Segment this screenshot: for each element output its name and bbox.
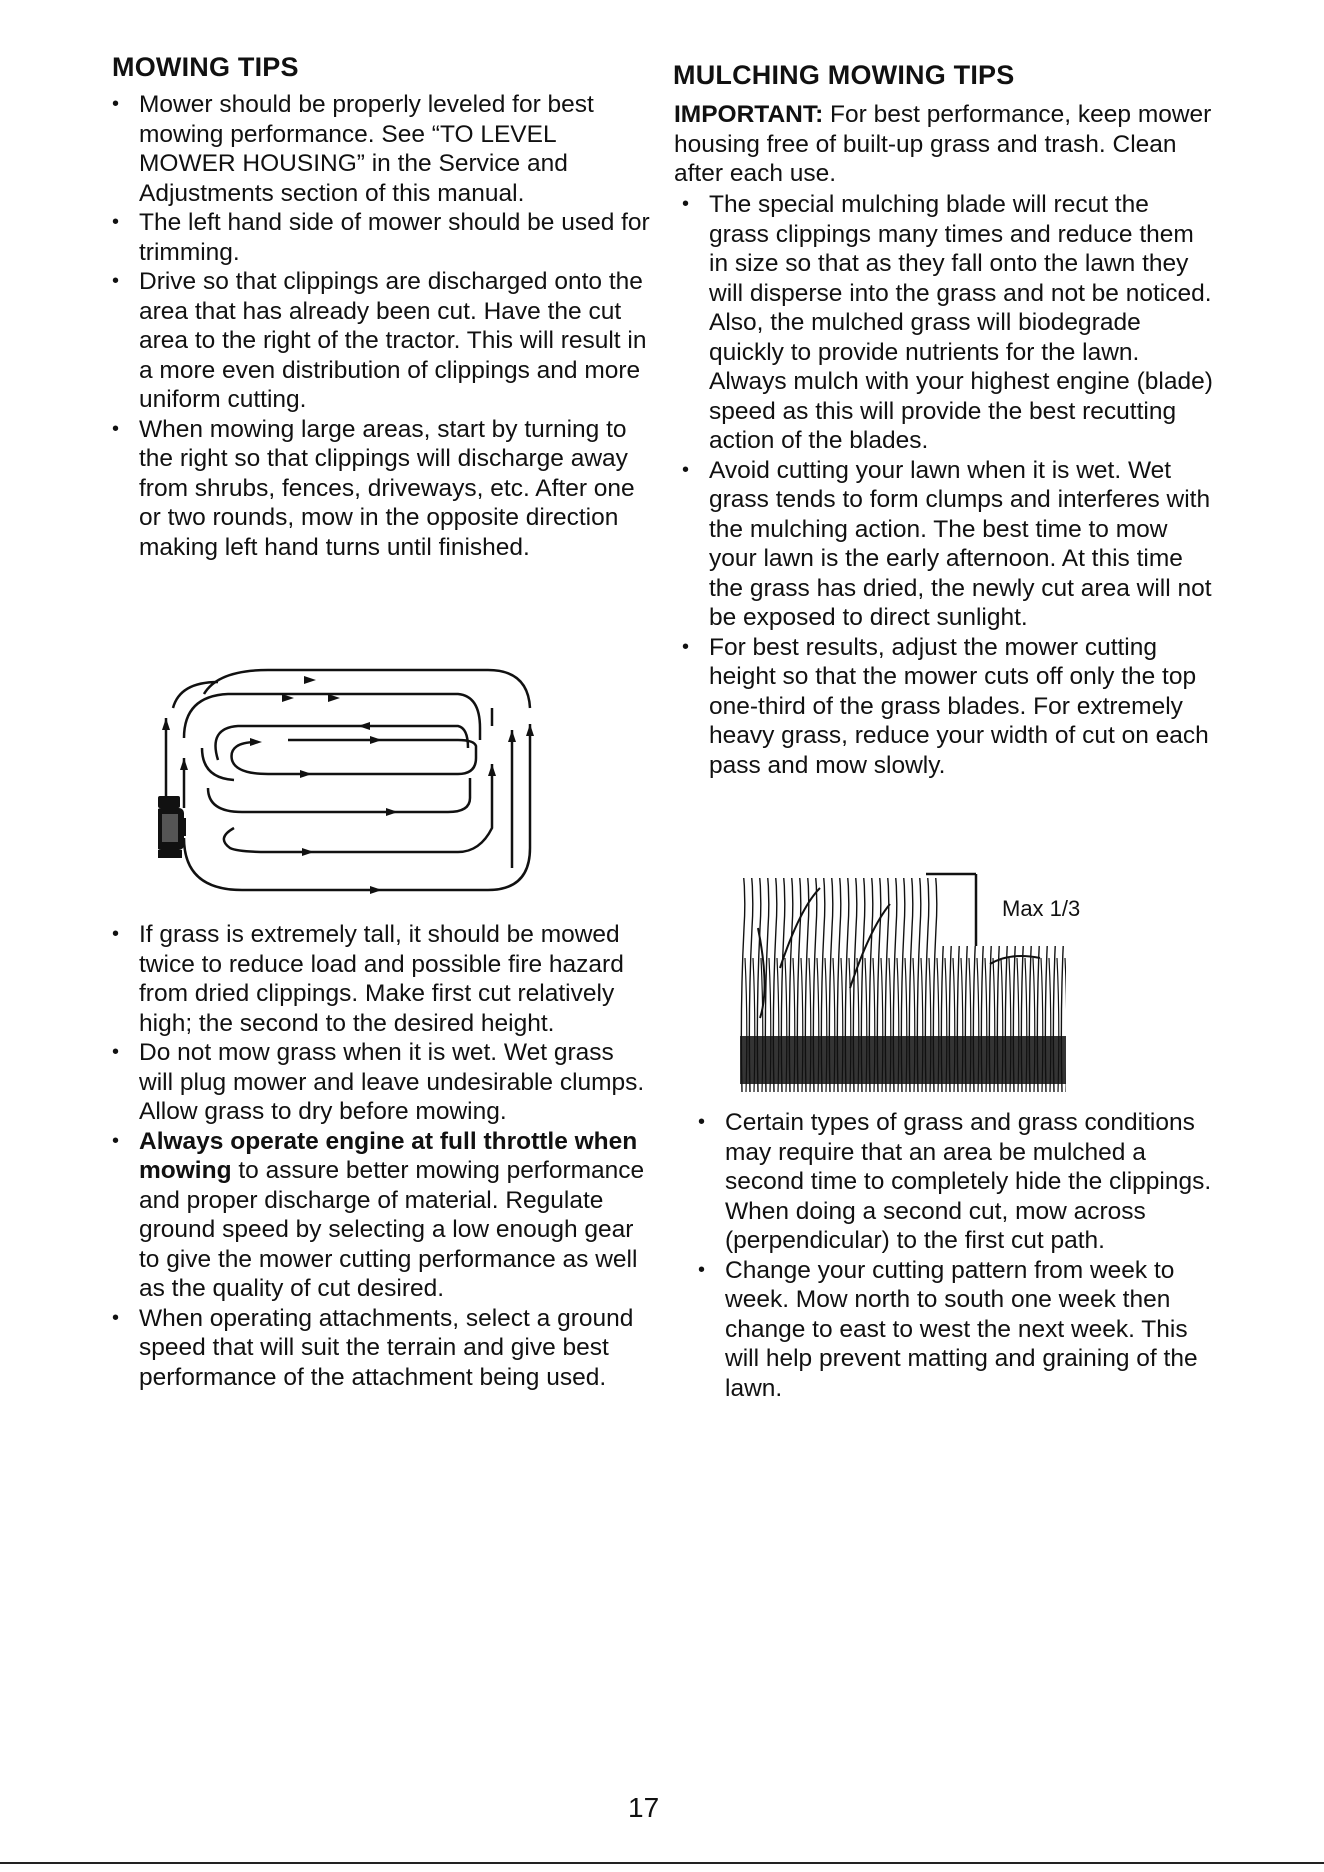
list-item: • The left hand side of mower should be used for trimming. (112, 208, 652, 267)
important-label: IMPORTANT: (674, 101, 824, 128)
list-item: • Drive so that clippings are discharged onto the area that has already been cut. Have the cut area to the right of the tractor. This will result in a more even distribution of clippings and more uniform cutting. (112, 267, 652, 415)
page-number: 17 (628, 1792, 660, 1823)
mowing-tips-list-bottom (112, 920, 652, 1392)
list-item: • Change your cutting pattern from week to week. Mow north to south one week then change to east to west the next week. This will help prevent matting and graining of the lawn. (698, 1256, 1214, 1404)
list-item: • Certain types of grass and grass conditions may require that an area be mulched a second time to completely hide the clippings. When doing a second cut, mow across (perpendicular) to the first cut path. (698, 1108, 1214, 1256)
max-one-third-label: Max 1/3 (1002, 896, 1081, 921)
list-item: • The special mulching blade will recut the grass clippings many times and reduce them in size so that as they fall onto the lawn they will disperse into the grass and not be noticed. Also, the mulched grass will biodegrade quickly to provide nutrients for the lawn. Always mulch with your highest engine (blade) speed as this will provide the best recutting action of the blades. (682, 190, 1214, 456)
important-note (674, 100, 1214, 189)
list-item (112, 1127, 652, 1304)
list-item: • Mower should be properly leveled for best mowing performance. See “TO LEVEL MOWER HOUSING” in the Service and Adjustments section of this manual. (112, 90, 652, 208)
list-item: • When operating attachments, select a ground speed that will suit the terrain and give best performance of the attachment being used. (112, 1304, 652, 1393)
list-item: • When mowing large areas, start by turning to the right so that clippings will discharge away from shrubs, fences, driveways, etc. After one or two rounds, mow in the opposite direction making left hand turns until finished. (112, 415, 652, 563)
list-item: • Do not mow grass when it is wet. Wet grass will plug mower and leave undesirable clumps. Allow grass to dry before mowing. (112, 1038, 652, 1127)
mulching-tips-list-bottom (698, 1108, 1214, 1403)
throttle-tip-text: to assure better mowing performance and proper discharge of material. Regulate ground speed by selecting a low enough gear to give the mower cutting performance as well as the quality of cut desired. (139, 1157, 645, 1302)
mulching-tips-list-top (682, 190, 1214, 780)
important-text: For best performance, keep mower housing free of built-up grass and trash. Clean after each use. (674, 101, 1212, 187)
bottom-rule (0, 1862, 1324, 1864)
throttle-tip-bold: Always operate engine at full throttle when mowing (139, 1127, 638, 1184)
mulching-tips-heading: MULCHING MOWING TIPS (673, 60, 1015, 90)
mowing-tips-heading: MOWING TIPS (112, 52, 299, 82)
mowing-pattern-diagram (158, 668, 608, 894)
tractor-icon (158, 796, 186, 858)
mowing-tips-list-top (112, 90, 652, 562)
list-item: • If grass is extremely tall, it should be mowed twice to reduce load and possible fire hazard from dried clippings. Make first cut relatively high; the second to the desired height. (112, 920, 652, 1038)
list-item: • Avoid cutting your lawn when it is wet. Wet grass tends to form clumps and interferes with the mulching action. The best time to mow your lawn is the early afternoon. At this time the grass has dried, the newly cut area will not be exposed to direct sunlight. (682, 456, 1214, 633)
list-item: • For best results, adjust the mower cutting height so that the mower cuts off only the top one-third of the grass blades. For extremely heavy grass, reduce your width of cut on each pass and mow slowly. (682, 633, 1214, 781)
